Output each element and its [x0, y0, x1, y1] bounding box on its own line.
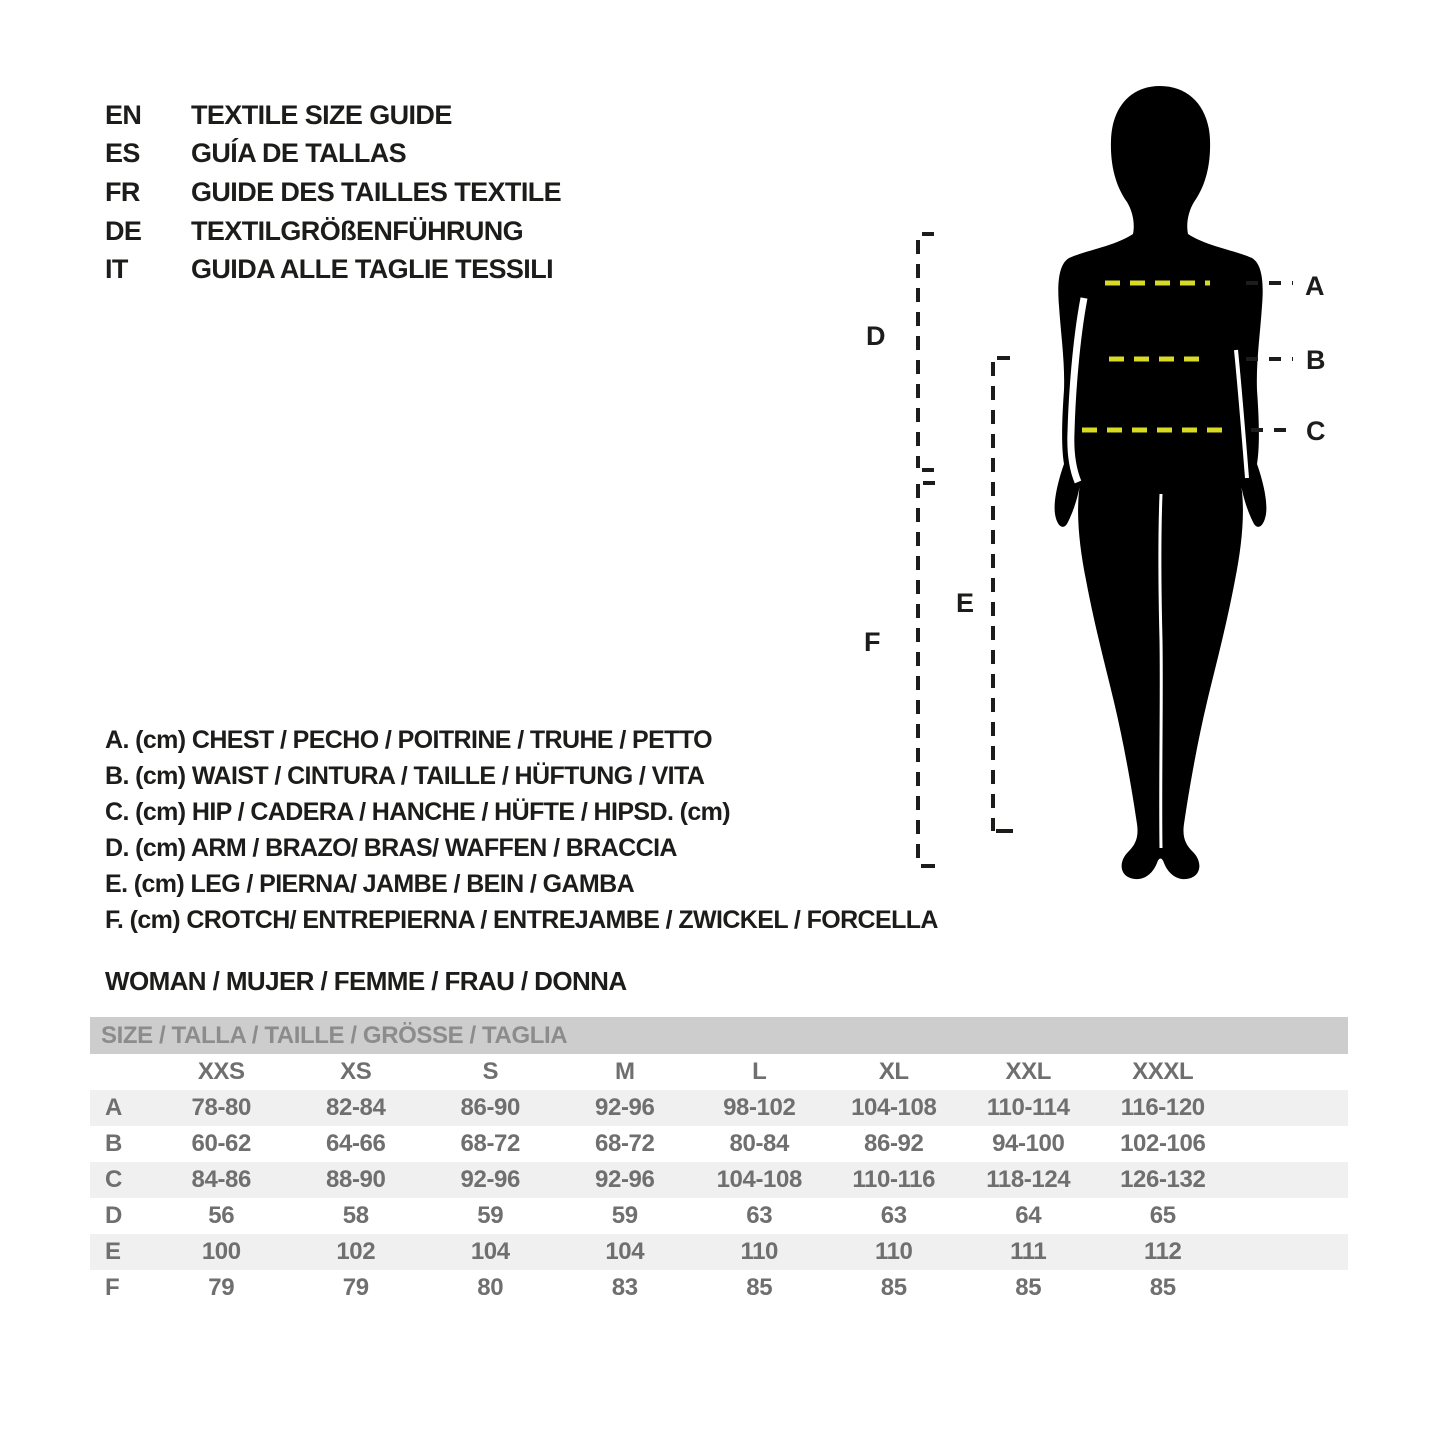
table-cell: 98-102	[723, 1094, 796, 1121]
size-column-header: L	[752, 1058, 767, 1085]
table-cell: 94-100	[992, 1130, 1065, 1157]
table-row	[90, 1198, 1348, 1234]
language-row	[105, 250, 561, 289]
row-label: C	[105, 1166, 122, 1193]
table-cell: 83	[611, 1274, 638, 1301]
table-cell: 111	[1010, 1238, 1047, 1265]
table-cell: 102-106	[1120, 1130, 1206, 1157]
guide-title: GUIDE DES TAILLES TEXTILE	[191, 176, 562, 207]
table-cell: 56	[208, 1202, 235, 1229]
table-cell: 86-90	[460, 1094, 520, 1121]
table-cell: 88-90	[326, 1166, 386, 1193]
table-cell: 85	[746, 1274, 773, 1301]
size-column-header: XXXL	[1132, 1058, 1194, 1085]
inner-leg-gap	[1160, 494, 1161, 848]
table-cell: 116-120	[1120, 1094, 1205, 1121]
measurement-definition: B. (cm) WAIST / CINTURA / TAILLE / HÜFTUNG / VITA	[105, 762, 705, 790]
table-cell: 110-116	[852, 1166, 936, 1193]
table-cell: 65	[1149, 1202, 1176, 1229]
table-cell: 110	[874, 1238, 913, 1265]
row-label: F	[105, 1274, 120, 1301]
language-header-block	[105, 96, 561, 289]
size-column-header: XXL	[1005, 1058, 1051, 1085]
table-cell: 60-62	[191, 1130, 251, 1157]
guide-title: GUÍA DE TALLAS	[191, 138, 407, 169]
table-row	[90, 1234, 1348, 1270]
measurement-definition: C. (cm) HIP / CADERA / HANCHE / HÜFTE / HIPSD. (cm)	[105, 798, 731, 826]
table-cell: 68-72	[595, 1130, 655, 1157]
language-row	[105, 212, 561, 251]
table-cell: 58	[342, 1202, 369, 1229]
hip-label: C	[1306, 416, 1326, 446]
table-cell: 59	[477, 1202, 504, 1229]
table-cell: 80-84	[729, 1130, 789, 1157]
language-code: FR	[105, 176, 140, 207]
table-cell: 112	[1143, 1238, 1182, 1265]
table-cell: 79	[208, 1274, 235, 1301]
measurement-definitions	[105, 722, 938, 938]
language-code: IT	[105, 254, 128, 285]
guide-title: TEXTILE SIZE GUIDE	[191, 99, 452, 130]
table-cell: 110-114	[986, 1094, 1070, 1121]
table-cell: 59	[611, 1202, 638, 1229]
table-cell: 68-72	[460, 1130, 520, 1157]
table-cell: 86-92	[864, 1130, 924, 1157]
table-cell: 85	[1149, 1274, 1176, 1301]
measurement-definition: A. (cm) CHEST / PECHO / POITRINE / TRUHE / PETTO	[105, 726, 712, 754]
measurement-definition: E. (cm) LEG / PIERNA/ JAMBE / BEIN / GAMBA	[105, 870, 635, 898]
table-cell: 82-84	[326, 1094, 386, 1121]
language-row	[105, 173, 561, 212]
table-cell: 104	[605, 1238, 645, 1265]
table-cell: 63	[880, 1202, 907, 1229]
table-cell: 126-132	[1120, 1166, 1206, 1193]
guide-title: GUIDA ALLE TAGLIE TESSILI	[191, 254, 553, 285]
language-code: ES	[105, 138, 140, 169]
table-cell: 92-96	[460, 1166, 520, 1193]
language-row	[105, 96, 561, 135]
table-cell: 64-66	[326, 1130, 386, 1157]
size-column-header: XS	[340, 1058, 372, 1085]
size-column-header: XL	[878, 1058, 909, 1085]
gender-title: WOMAN / MUJER / FEMME / FRAU / DONNA	[105, 966, 627, 996]
table-cell: 85	[880, 1274, 907, 1301]
size-table	[90, 1017, 1348, 1306]
table-cell: 104	[470, 1238, 510, 1265]
measurement-definition: D. (cm) ARM / BRAZO/ BRAS/ WAFFEN / BRACCIA	[105, 834, 677, 862]
table-cell: 85	[1015, 1274, 1042, 1301]
table-cell: 102	[336, 1238, 376, 1265]
table-cell: 80	[477, 1274, 504, 1301]
chest-label: A	[1305, 271, 1325, 301]
language-code: EN	[105, 99, 142, 130]
table-cell: 118-124	[986, 1166, 1071, 1193]
table-row	[90, 1126, 1348, 1162]
size-columns-row	[90, 1054, 1348, 1090]
table-cell: 84-86	[191, 1166, 251, 1193]
table-cell: 92-96	[595, 1094, 655, 1121]
row-label: A	[105, 1094, 122, 1121]
table-cell: 100	[201, 1238, 241, 1265]
table-cell: 104-108	[716, 1166, 802, 1193]
table-cell: 63	[746, 1202, 773, 1229]
leg-label: E	[956, 588, 975, 618]
language-code: DE	[105, 215, 142, 246]
row-label: D	[105, 1202, 122, 1229]
measurement-definition: F. (cm) CROTCH/ ENTREPIERNA / ENTREJAMBE / ZWICKEL / FORCELLA	[105, 906, 938, 934]
table-cell: 79	[342, 1274, 369, 1301]
table-row	[90, 1090, 1348, 1126]
arm-label: D	[866, 321, 886, 351]
size-table-header-banner: SIZE / TALLA / TAILLE / GRÖSSE / TAGLIA	[90, 1017, 1348, 1054]
language-row	[105, 135, 561, 174]
table-cell: 78-80	[191, 1094, 251, 1121]
table-row	[90, 1270, 1348, 1306]
table-cell: 104-108	[851, 1094, 937, 1121]
table-cell: 92-96	[595, 1166, 655, 1193]
size-column-header: XXS	[197, 1058, 245, 1085]
guide-title: TEXTILGRÖßENFÜHRUNG	[191, 215, 524, 246]
row-label: E	[105, 1238, 121, 1265]
size-column-header: M	[614, 1058, 635, 1085]
table-cell: 64	[1015, 1202, 1042, 1229]
table-cell: 110	[740, 1238, 779, 1265]
row-label: B	[105, 1130, 122, 1157]
table-row	[90, 1162, 1348, 1198]
crotch-label: F	[864, 627, 881, 657]
waist-label: B	[1306, 345, 1326, 375]
size-column-header: S	[482, 1058, 499, 1085]
